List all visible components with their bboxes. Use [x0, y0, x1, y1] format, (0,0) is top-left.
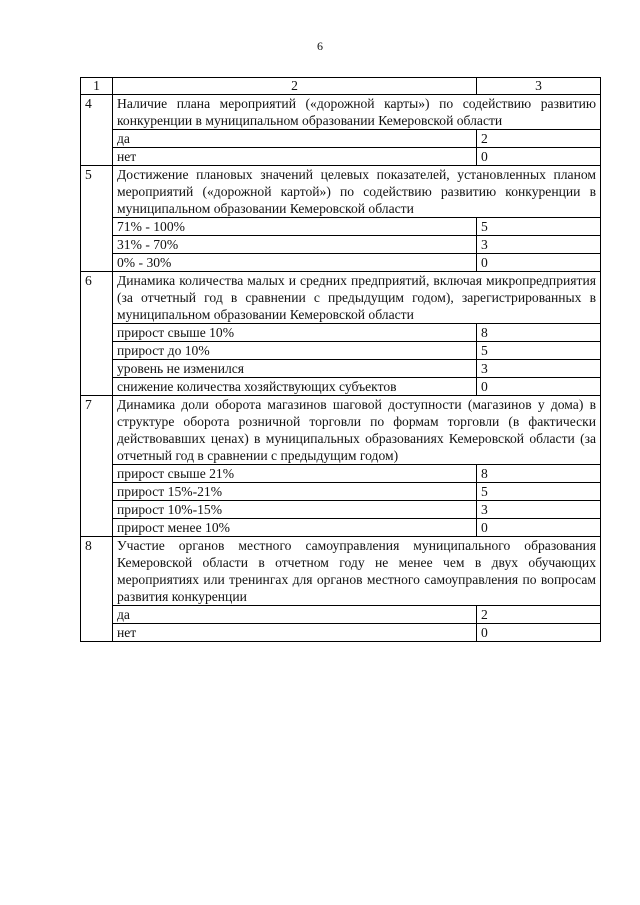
- option-points: 2: [477, 130, 601, 148]
- criterion-description: Наличие плана мероприятий («дорожной карты») по содействию развитию конкуренции в муниципальном образовании Кемеровской области: [113, 95, 601, 130]
- option-points: 0: [477, 624, 601, 642]
- option-row: [81, 378, 601, 396]
- option-label: да: [113, 606, 477, 624]
- option-row: [81, 342, 601, 360]
- option-points: 2: [477, 606, 601, 624]
- option-points: 5: [477, 218, 601, 236]
- option-row: [81, 324, 601, 342]
- option-label: прирост менее 10%: [113, 519, 477, 537]
- criterion-row: [81, 166, 601, 218]
- criterion-row: [81, 396, 601, 465]
- criterion-description: Достижение плановых значений целевых показателей, установленных планом мероприятий («дорожной картой») по содействию развитию конкуренции в муниципальном образовании Кемеровской области: [113, 166, 601, 218]
- column-header-1: 1: [81, 78, 113, 95]
- option-row: [81, 483, 601, 501]
- criterion-description: Динамика доли оборота магазинов шаговой доступности (магазинов у дома) в структуре оборота розничной торговли по формам торговли (в фактически действовавших ценах) в муниципальных образованиях Кемеровской области (за отчетный год в сравнении с предыдущим годом): [113, 396, 601, 465]
- option-label: да: [113, 130, 477, 148]
- option-points: 8: [477, 465, 601, 483]
- option-label: нет: [113, 148, 477, 166]
- column-header-3: 3: [477, 78, 601, 95]
- option-row: [81, 254, 601, 272]
- option-row: [81, 218, 601, 236]
- option-row: [81, 236, 601, 254]
- option-row: [81, 130, 601, 148]
- option-label: 0% - 30%: [113, 254, 477, 272]
- criterion-number: 5: [81, 166, 113, 272]
- page-number: 6: [317, 39, 323, 53]
- criterion-description: Динамика количества малых и средних предприятий, включая микропредприятия (за отчетный год в сравнении с предыдущим годом), зарегистрированных в муниципальном образовании Кемеровской области: [113, 272, 601, 324]
- option-row: [81, 360, 601, 378]
- criteria-table: [80, 77, 601, 642]
- option-label: нет: [113, 624, 477, 642]
- column-header-2: 2: [113, 78, 477, 95]
- option-points: 8: [477, 324, 601, 342]
- option-row: [81, 501, 601, 519]
- criterion-number: 7: [81, 396, 113, 537]
- criterion-row: [81, 272, 601, 324]
- criterion-number: 4: [81, 95, 113, 166]
- option-points: 3: [477, 236, 601, 254]
- option-label: прирост 15%-21%: [113, 483, 477, 501]
- option-row: [81, 519, 601, 537]
- option-label: прирост свыше 21%: [113, 465, 477, 483]
- option-points: 0: [477, 254, 601, 272]
- option-label: прирост до 10%: [113, 342, 477, 360]
- criterion-description: Участие органов местного самоуправления муниципального образования Кемеровской области в отчетном году не менее чем в двух обучающих мероприятиях или тренингах для органов местного самоуправления по вопросам развития конкуренции: [113, 537, 601, 606]
- option-label: уровень не изменился: [113, 360, 477, 378]
- option-points: 0: [477, 519, 601, 537]
- option-points: 5: [477, 483, 601, 501]
- option-points: 3: [477, 360, 601, 378]
- criterion-number: 8: [81, 537, 113, 642]
- option-points: 0: [477, 378, 601, 396]
- criterion-row: [81, 537, 601, 606]
- option-points: 5: [477, 342, 601, 360]
- option-label: прирост 10%-15%: [113, 501, 477, 519]
- option-row: [81, 624, 601, 642]
- option-points: 0: [477, 148, 601, 166]
- option-row: [81, 606, 601, 624]
- option-label: снижение количества хозяйствующих субъектов: [113, 378, 477, 396]
- criterion-row: [81, 95, 601, 130]
- option-row: [81, 148, 601, 166]
- criterion-number: 6: [81, 272, 113, 396]
- option-points: 3: [477, 501, 601, 519]
- option-label: 71% - 100%: [113, 218, 477, 236]
- option-label: прирост свыше 10%: [113, 324, 477, 342]
- option-label: 31% - 70%: [113, 236, 477, 254]
- option-row: [81, 465, 601, 483]
- table-header-row: [81, 78, 601, 95]
